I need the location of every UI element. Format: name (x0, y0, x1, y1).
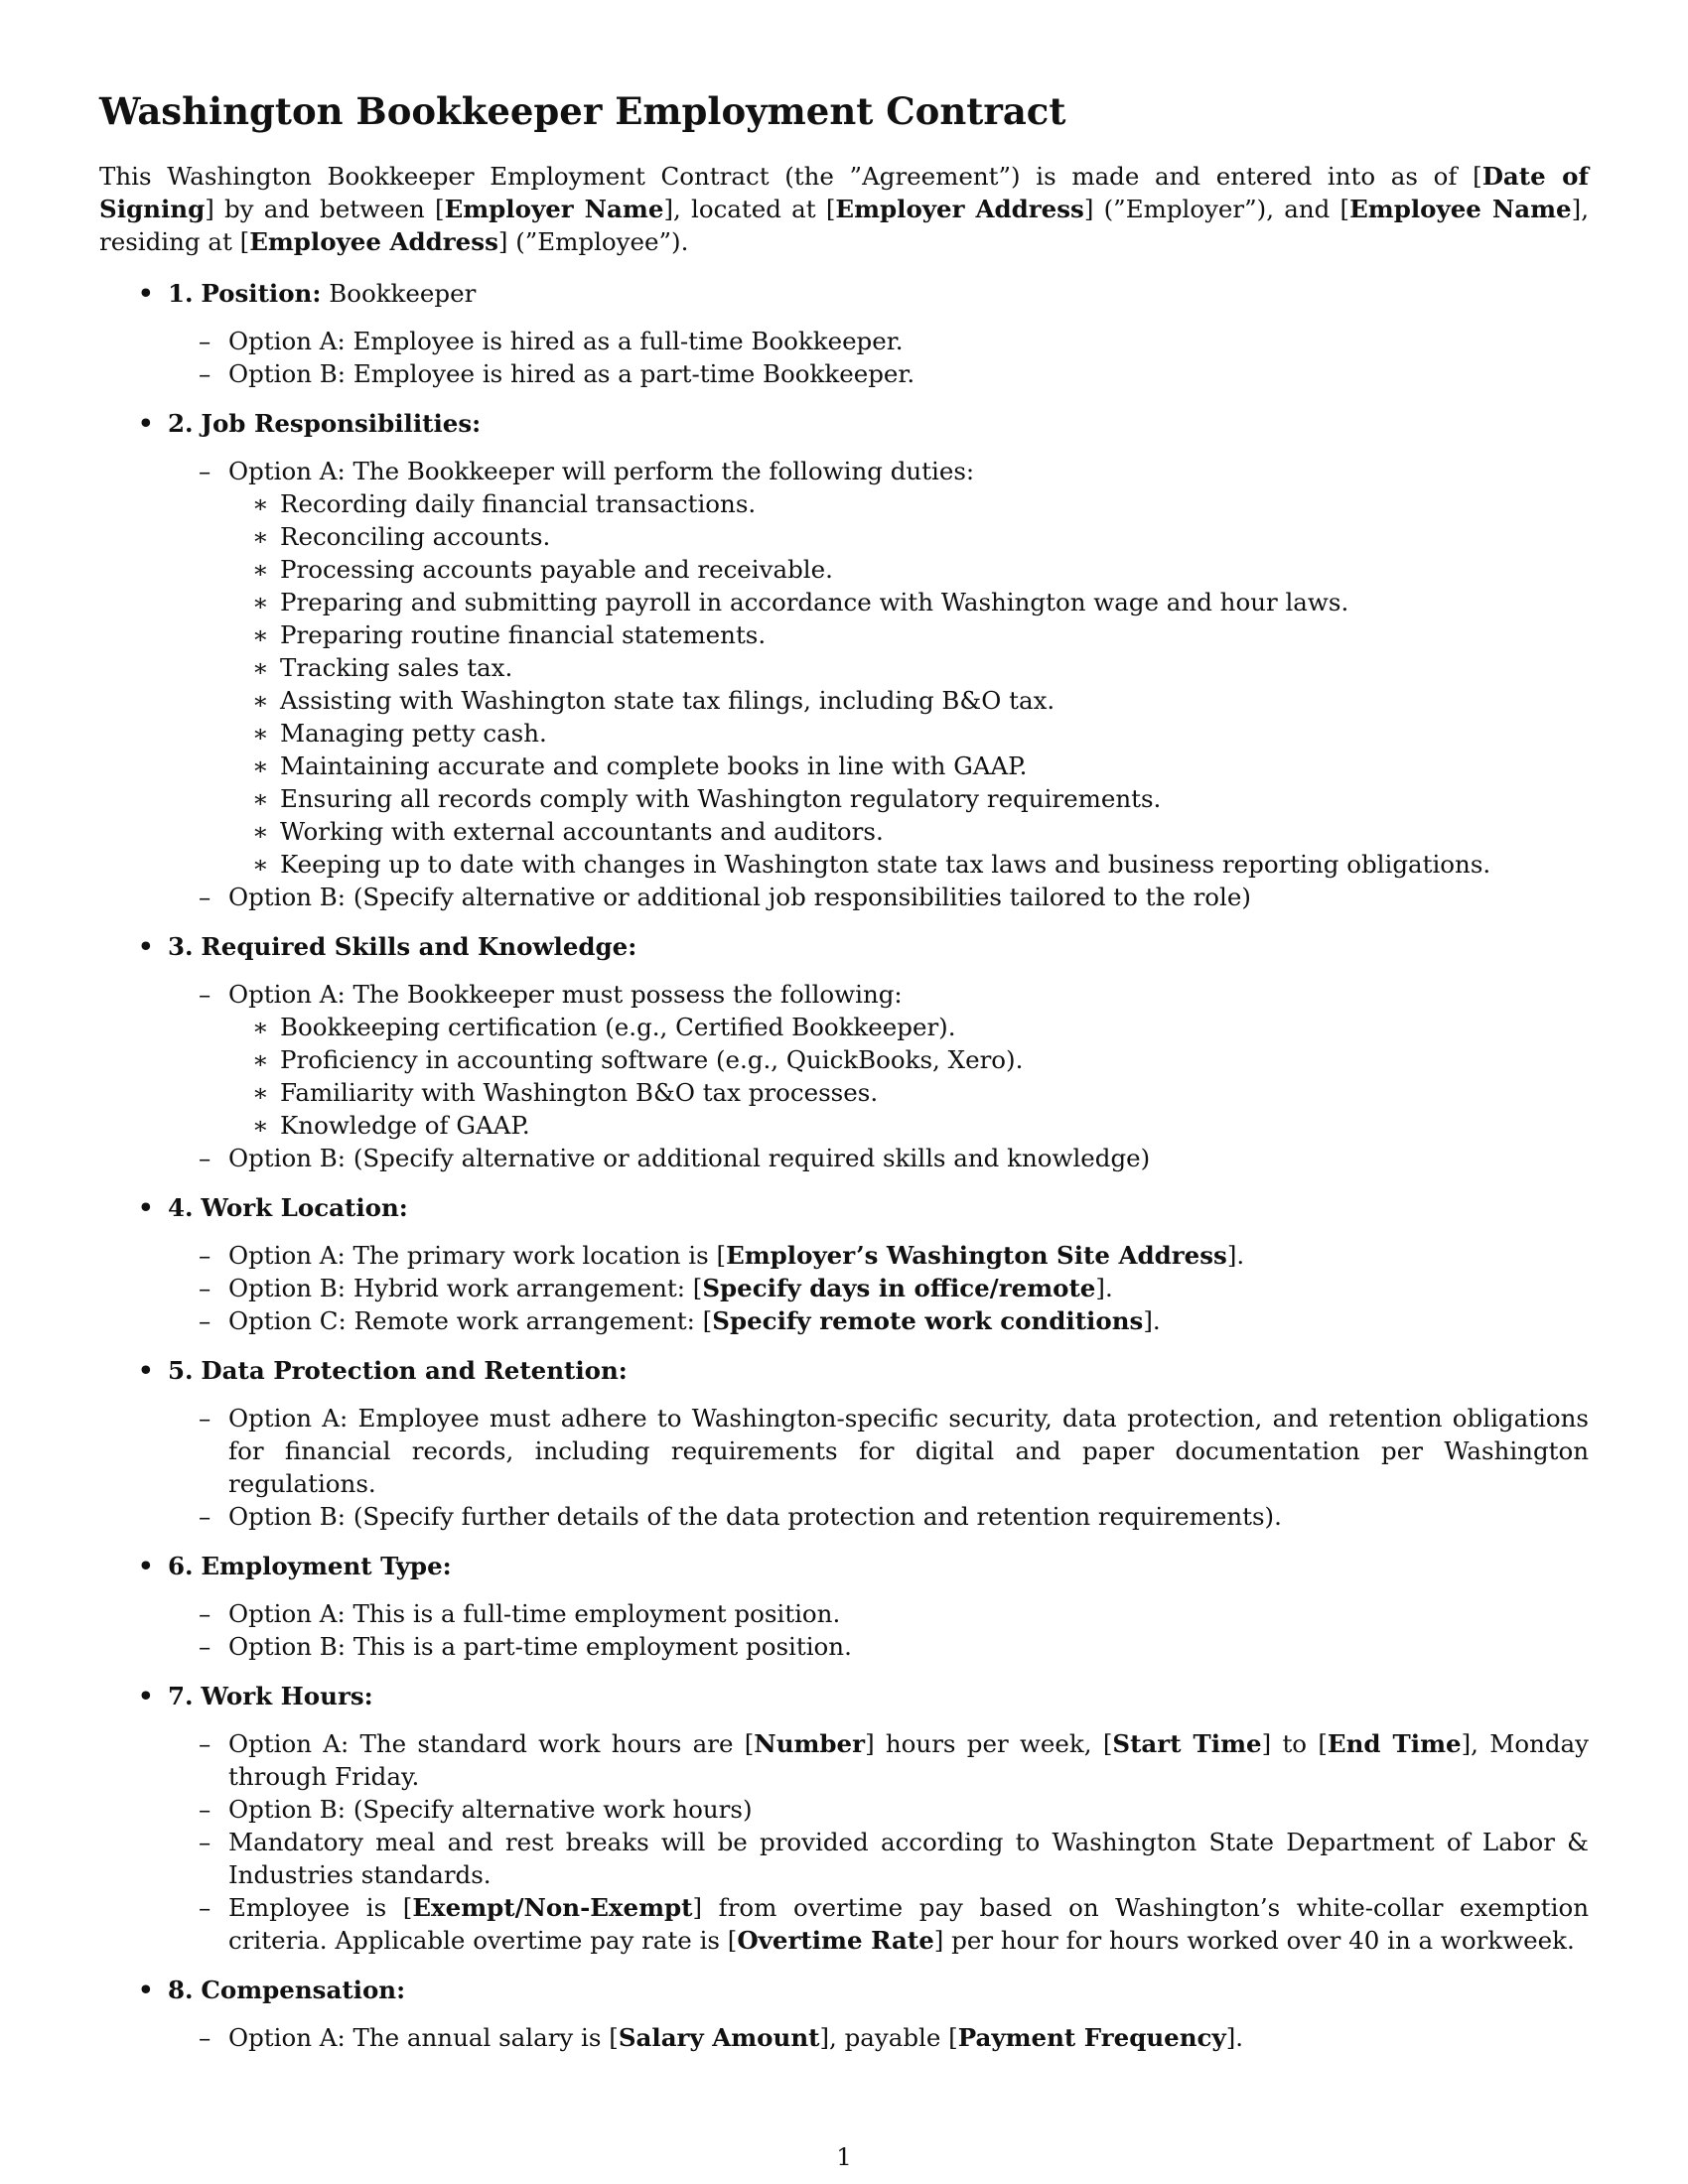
section-number: 1. (168, 279, 194, 308)
option-list (99, 1239, 1589, 1337)
intro-text: This Washington Bookkeeper Employment Contract (the ”Agreement”) is made and entered into as of [ (99, 162, 1482, 191)
dash-icon: – (199, 1828, 211, 1856)
intro-text: ], located at [ (663, 195, 836, 223)
duty-text: Reconciling accounts. (280, 522, 551, 551)
date-of-signing-placeholder: Date of Signing (99, 162, 1589, 223)
duty-item (99, 651, 1589, 684)
section-work-hours (99, 1680, 1589, 1957)
bullet-icon: • (138, 409, 154, 438)
page-number: 1 (836, 2142, 852, 2171)
skill-item (99, 1043, 1589, 1076)
skill-item (99, 1011, 1589, 1043)
option-item (99, 2021, 1589, 2054)
skill-item (99, 1076, 1589, 1109)
star-icon: ∗ (252, 522, 269, 551)
intro-text: ] by and between [ (205, 195, 445, 223)
duty-text: Preparing routine financial statements. (280, 620, 767, 649)
option-text: ], Monday through Friday. (228, 1729, 1589, 1791)
duty-item (99, 815, 1589, 848)
option-item (99, 1826, 1589, 1891)
section-number: 6. (168, 1552, 194, 1580)
section-number: 2. (168, 409, 194, 438)
duty-text: Processing accounts payable and receivable. (280, 555, 833, 584)
option-item (99, 1272, 1589, 1304)
duty-text: Keeping up to date with changes in Washington state tax laws and business reporting obligations. (280, 850, 1491, 879)
section-title: Data Protection and Retention: (201, 1356, 628, 1385)
option-list (99, 1402, 1589, 1533)
option-list (99, 455, 1589, 913)
option-text: ] from overtime pay based on Washington’s white-collar exemption criteria. Applicable overtime pay rate is [ (228, 1893, 1589, 1955)
duty-text: Recording daily financial transactions. (280, 489, 757, 518)
section-employment-type (99, 1550, 1589, 1663)
option-text: Option C: Remote work arrangement: [ (228, 1306, 713, 1335)
option-text: Option B: Hybrid work arrangement: [ (228, 1274, 703, 1302)
section-title: Job Responsibilities: (201, 409, 482, 438)
duty-item (99, 684, 1589, 717)
dash-icon: – (199, 359, 211, 388)
section-heading (99, 1974, 1589, 2006)
duty-text: Ensuring all records comply with Washington regulatory requirements. (280, 784, 1162, 813)
section-title: Work Location: (201, 1193, 408, 1222)
option-text: Option B: (Specify alternative or additional required skills and knowledge) (228, 1144, 1151, 1172)
duty-item (99, 717, 1589, 750)
section-value: Bookkeeper (329, 279, 477, 308)
option-text: Option A: This is a full-time employment position. (228, 1599, 841, 1628)
bullet-icon: • (138, 1193, 154, 1222)
star-icon: ∗ (252, 1045, 269, 1074)
duty-text: Tracking sales tax. (280, 653, 513, 682)
option-text: ] to [ (1261, 1729, 1328, 1758)
option-list (99, 2021, 1589, 2054)
section-required-skills (99, 930, 1589, 1174)
dash-icon: – (199, 1404, 211, 1433)
option-text: ]. (1226, 1241, 1245, 1270)
section-heading (99, 1680, 1589, 1712)
star-icon: ∗ (252, 555, 269, 584)
dash-icon: – (199, 980, 211, 1009)
dash-icon: – (199, 2023, 211, 2052)
duty-item (99, 586, 1589, 618)
option-item (99, 1597, 1589, 1630)
duty-item (99, 520, 1589, 553)
bullet-icon: • (138, 1976, 154, 2004)
option-item (99, 881, 1589, 913)
intro-text: ] (”Employer”), and [ (1083, 195, 1350, 223)
exempt-status-placeholder: Exempt/Non-Exempt (412, 1893, 693, 1922)
payment-frequency-placeholder: Payment Frequency (957, 2023, 1226, 2052)
section-position (99, 277, 1589, 390)
option-item (99, 1630, 1589, 1663)
option-text: Option A: The primary work location is [ (228, 1241, 727, 1270)
skill-text: Proficiency in accounting software (e.g., QuickBooks, Xero). (280, 1045, 1024, 1074)
section-data-protection (99, 1354, 1589, 1533)
duty-text: Assisting with Washington state tax filings, including B&O tax. (280, 686, 1055, 715)
option-list (99, 1727, 1589, 1957)
section-title: Employment Type: (201, 1552, 452, 1580)
intro-text: ] (”Employee”). (497, 227, 689, 256)
option-item (99, 357, 1589, 390)
option-text: ]. (1095, 1274, 1113, 1302)
star-icon: ∗ (252, 489, 269, 518)
contract-sections (99, 277, 1589, 2071)
duty-item (99, 553, 1589, 586)
hours-number-placeholder: Number (754, 1729, 866, 1758)
section-title: Work Hours: (201, 1682, 373, 1710)
option-item (99, 1142, 1589, 1174)
dash-icon: – (199, 1893, 211, 1922)
skill-text: Knowledge of GAAP. (280, 1111, 530, 1140)
option-text: Option A: The annual salary is [ (228, 2023, 619, 2052)
option-item (99, 1793, 1589, 1826)
dash-icon: – (199, 1241, 211, 1270)
dash-icon: – (199, 1274, 211, 1302)
option-item (99, 978, 1589, 1142)
section-compensation (99, 1974, 1589, 2054)
hybrid-days-placeholder: Specify days in office/remote (702, 1274, 1096, 1302)
star-icon: ∗ (252, 686, 269, 715)
duty-text: Maintaining accurate and complete books in line with GAAP. (280, 751, 1028, 780)
section-title: Compensation: (201, 1976, 406, 2004)
site-address-placeholder: Employer’s Washington Site Address (726, 1241, 1227, 1270)
option-list (99, 978, 1589, 1174)
section-number: 5. (168, 1356, 194, 1385)
option-text: ]. (1143, 1306, 1161, 1335)
duty-item (99, 848, 1589, 881)
star-icon: ∗ (252, 817, 269, 846)
duty-item (99, 618, 1589, 651)
option-text: ], payable [ (819, 2023, 958, 2052)
bullet-icon: • (138, 1356, 154, 1385)
dash-icon: – (199, 457, 211, 485)
option-item (99, 1304, 1589, 1337)
section-heading (99, 1550, 1589, 1582)
section-heading (99, 407, 1589, 440)
section-number: 4. (168, 1193, 194, 1222)
duty-text: Working with external accountants and auditors. (280, 817, 884, 846)
option-text: Option B: This is a part-time employment position. (228, 1632, 852, 1661)
option-item (99, 455, 1589, 881)
option-text: Mandatory meal and rest breaks will be provided according to Washington State Department of Labor & Industries standards. (228, 1828, 1589, 1889)
intro-paragraph (99, 160, 1589, 258)
section-number: 3. (168, 932, 194, 961)
skill-text: Bookkeeping certification (e.g., Certified Bookkeeper). (280, 1013, 956, 1041)
option-text: Option A: The standard work hours are [ (228, 1729, 755, 1758)
option-item (99, 1402, 1589, 1500)
section-heading (99, 930, 1589, 963)
star-icon: ∗ (252, 850, 269, 879)
option-text: Option B: (Specify further details of the data protection and retention requirements). (228, 1502, 1282, 1531)
dash-icon: – (199, 1795, 211, 1824)
option-list (99, 1597, 1589, 1663)
duty-item (99, 782, 1589, 815)
document-title: Washington Bookkeeper Employment Contract (99, 89, 1066, 133)
section-heading (99, 277, 1589, 310)
dash-icon: – (199, 1632, 211, 1661)
intro-text: ], residing at [ (99, 195, 1589, 256)
bullet-icon: • (138, 932, 154, 961)
option-item (99, 1239, 1589, 1272)
section-number: 8. (168, 1976, 194, 2004)
star-icon: ∗ (252, 719, 269, 748)
overtime-rate-placeholder: Overtime Rate (737, 1926, 934, 1955)
option-text: Option A: The Bookkeeper must possess the following: (228, 980, 903, 1009)
section-heading (99, 1191, 1589, 1224)
duty-item (99, 487, 1589, 520)
dash-icon: – (199, 883, 211, 911)
star-icon: ∗ (252, 1013, 269, 1041)
star-icon: ∗ (252, 620, 269, 649)
option-text: Option B: Employee is hired as a part-time Bookkeeper. (228, 359, 915, 388)
star-icon: ∗ (252, 1111, 269, 1140)
option-text: Option B: (Specify alternative work hours) (228, 1795, 753, 1824)
employer-address-placeholder: Employer Address (835, 195, 1084, 223)
dash-icon: – (199, 1144, 211, 1172)
star-icon: ∗ (252, 784, 269, 813)
dash-icon: – (199, 1502, 211, 1531)
salary-amount-placeholder: Salary Amount (618, 2023, 820, 2052)
bullet-icon: • (138, 1682, 154, 1710)
option-item (99, 1500, 1589, 1533)
section-number: 7. (168, 1682, 194, 1710)
star-icon: ∗ (252, 653, 269, 682)
option-text: ] hours per week, [ (865, 1729, 1113, 1758)
bullet-icon: • (138, 1552, 154, 1580)
option-text: Option A: The Bookkeeper will perform the following duties: (228, 457, 975, 485)
star-icon: ∗ (252, 1078, 269, 1107)
option-text: Employee is [ (228, 1893, 413, 1922)
star-icon: ∗ (252, 751, 269, 780)
section-title: Position: (201, 279, 322, 308)
dash-icon: – (199, 327, 211, 355)
skill-text: Familiarity with Washington B&O tax processes. (280, 1078, 879, 1107)
end-time-placeholder: End Time (1327, 1729, 1462, 1758)
start-time-placeholder: Start Time (1112, 1729, 1262, 1758)
option-text: Option A: Employee is hired as a full-time Bookkeeper. (228, 327, 904, 355)
dash-icon: – (199, 1729, 211, 1758)
dash-icon: – (199, 1599, 211, 1628)
section-heading (99, 1354, 1589, 1387)
option-text: Option B: (Specify alternative or additional job responsibilities tailored to the role) (228, 883, 1251, 911)
option-text: Option A: Employee must adhere to Washington-specific security, data protection, and retention obligations for financial records, including requirements for digital and paper documentation per Washington regulations. (228, 1404, 1589, 1498)
option-text: ] per hour for hours worked over 40 in a workweek. (933, 1926, 1575, 1955)
duty-text: Preparing and submitting payroll in accordance with Washington wage and hour laws. (280, 588, 1349, 616)
duty-text: Managing petty cash. (280, 719, 547, 748)
option-item (99, 325, 1589, 357)
section-title: Required Skills and Knowledge: (201, 932, 637, 961)
option-text: ]. (1225, 2023, 1244, 2052)
employee-address-placeholder: Employee Address (249, 227, 498, 256)
section-job-responsibilities (99, 407, 1589, 913)
option-item (99, 1727, 1589, 1793)
section-work-location (99, 1191, 1589, 1337)
skill-item (99, 1109, 1589, 1142)
dash-icon: – (199, 1306, 211, 1335)
option-list (99, 325, 1589, 390)
duty-item (99, 750, 1589, 782)
remote-conditions-placeholder: Specify remote work conditions (712, 1306, 1144, 1335)
option-item (99, 1891, 1589, 1957)
employee-name-placeholder: Employee Name (1349, 195, 1572, 223)
bullet-icon: • (138, 279, 154, 308)
employer-name-placeholder: Employer Name (444, 195, 664, 223)
star-icon: ∗ (252, 588, 269, 616)
